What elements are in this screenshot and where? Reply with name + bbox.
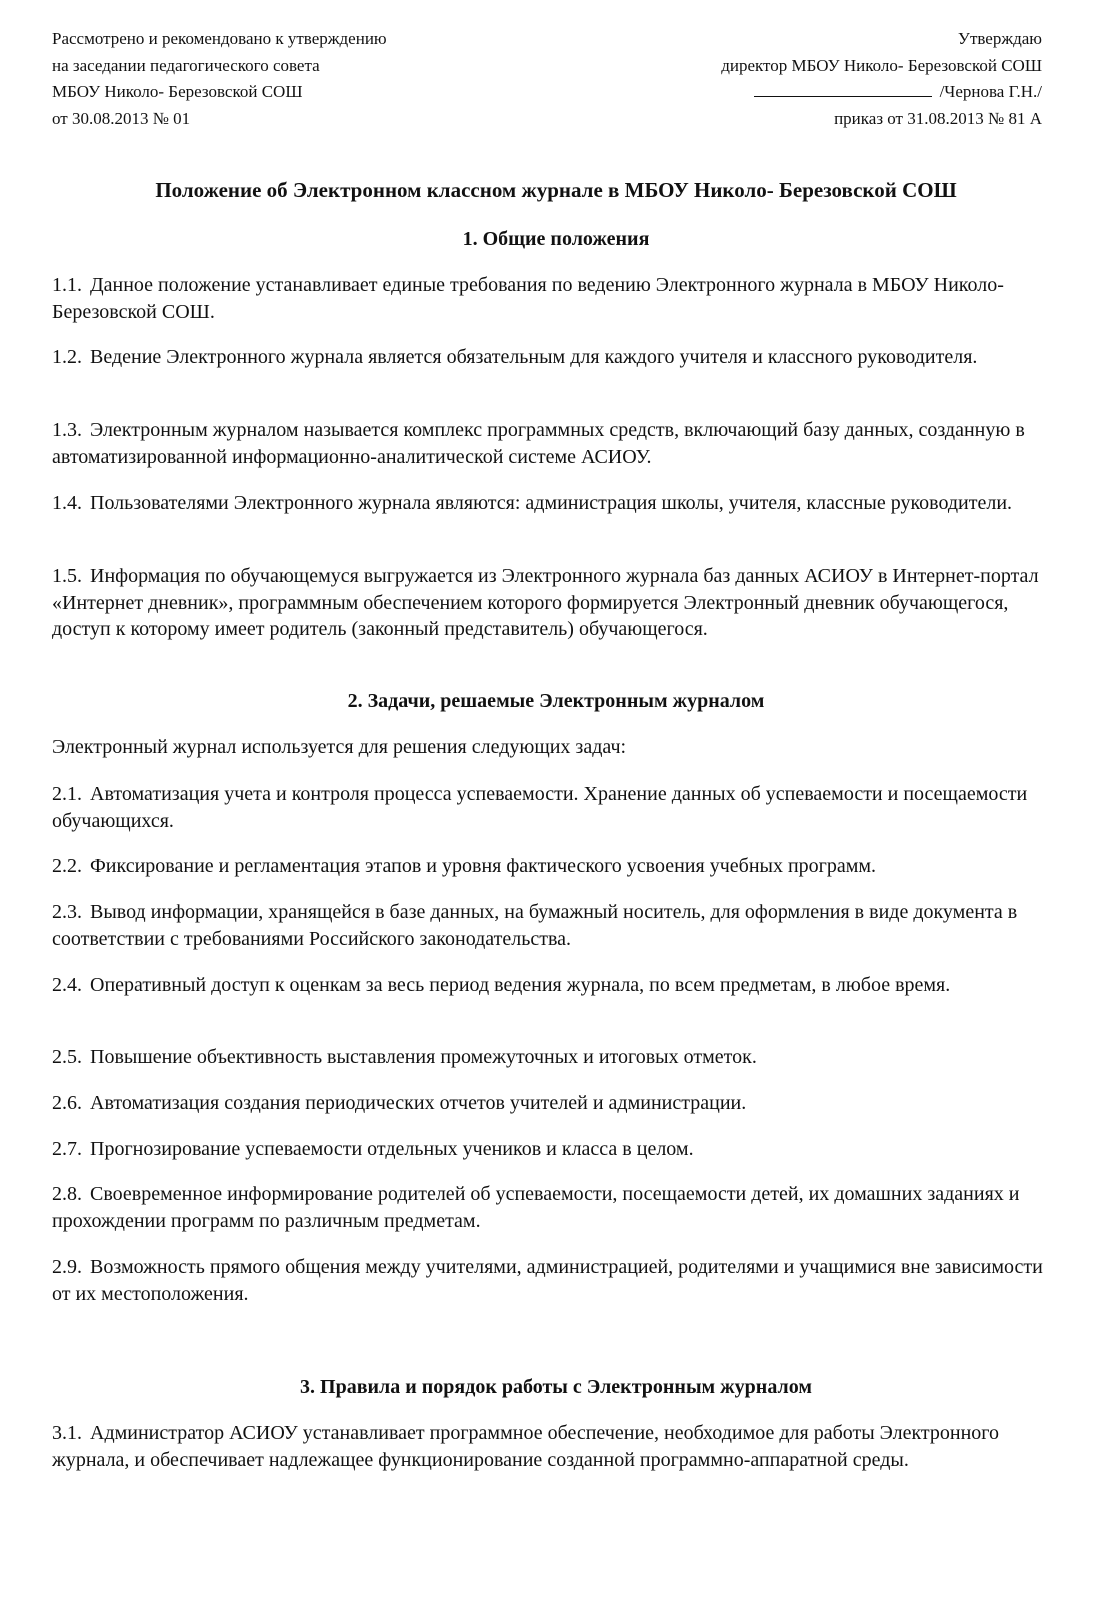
- paragraph: [52, 272, 1062, 325]
- signature-name: /Чернова Г.Н./: [939, 82, 1042, 101]
- paragraph-text: Автоматизация учета и контроля процесса успеваемости. Хранение данных об успеваемости и посещаемости обучающихся.: [52, 783, 1028, 832]
- paragraph: [52, 853, 1062, 880]
- director-line: директор МБОУ Николо- Березовской СОШ: [721, 55, 1042, 75]
- paragraph-text: Вывод информации, хранящейся в базе данных, на бумажный носитель, для оформления в виде документа в соответствии с требованиями Российского законодательства.: [52, 901, 1018, 950]
- paragraph-text: Электронным журналом называется комплекс программных средств, включающий базу данных, созданную в автоматизированной информационно-аналитической системе АСИОУ.: [52, 419, 1025, 468]
- order-line: приказ от 31.08.2013 № 81 А: [834, 108, 1042, 128]
- paragraph: [52, 1136, 1062, 1163]
- paragraph-number: 2.2.: [52, 855, 82, 877]
- paragraph-number: 2.3.: [52, 901, 82, 923]
- approve-label: Утверждаю: [957, 29, 1042, 48]
- paragraph-text: Оперативный доступ к оценкам за весь период ведения журнала, по всем предметам, в любое время.: [90, 974, 951, 996]
- paragraph-number: 2.1.: [52, 783, 82, 805]
- paragraph-text: Данное положение устанавливает единые требования по ведению Электронного журнала в МБОУ Николо- Березовской СОШ.: [52, 274, 1004, 323]
- signature-underline: [754, 79, 932, 97]
- paragraph-number: 1.5.: [52, 565, 82, 587]
- paragraph-number: 3.1.: [52, 1422, 82, 1444]
- paragraph-text: Повышение объективность выставления промежуточных и итоговых отметок.: [90, 1046, 757, 1068]
- approval-block-right: [721, 26, 1042, 132]
- paragraph: [52, 344, 1062, 371]
- paragraph-number: 2.5.: [52, 1046, 82, 1068]
- section-heading-3: 3. Правила и порядок работы с Электронным журналом: [300, 1376, 812, 1398]
- paragraph-number: 1.3.: [52, 419, 82, 441]
- paragraph-text: Информация по обучающемуся выгружается из Электронного журнала баз данных АСИОУ в Интернет-портал «Интернет дневник», программным обеспечением которого формируется Электронный дневник обучающегося, доступ к которому имеет родитель (законный представитель) обучающегося.: [52, 565, 1039, 640]
- paragraph: [52, 417, 1062, 470]
- approval-block-left: [52, 26, 387, 132]
- paragraph: [52, 781, 1062, 834]
- paragraph: [52, 1420, 1062, 1473]
- paragraph-number: 2.4.: [52, 974, 82, 996]
- paragraph: [52, 563, 1062, 643]
- paragraph: [52, 1090, 1062, 1117]
- signature-line: [721, 79, 1042, 106]
- paragraph: [52, 1254, 1062, 1307]
- paragraph-text: Автоматизация создания периодических отчетов учителей и администрации.: [90, 1092, 747, 1114]
- paragraph-number: 2.8.: [52, 1183, 82, 1205]
- paragraph: [52, 899, 1062, 952]
- paragraph-number: 1.4.: [52, 492, 82, 514]
- section-heading-1: 1. Общие положения: [462, 228, 650, 250]
- paragraph-number: 1.1.: [52, 274, 82, 296]
- header-left-line: на заседании педагогического совета: [52, 55, 320, 75]
- paragraph: [52, 972, 1062, 999]
- paragraph-text: Пользователями Электронного журнала являются: администрация школы, учителя, классные руководители.: [90, 492, 1013, 514]
- header-left-line: МБОУ Николо- Березовской СОШ: [52, 82, 303, 101]
- paragraph-text: Своевременное информирование родителей об успеваемости, посещаемости детей, их домашних заданиях и прохождении программ по различным предметам.: [52, 1183, 1020, 1232]
- paragraph-text: Администратор АСИОУ устанавливает программное обеспечение, необходимое для работы Электронного журнала, и обеспечивает надлежащее функционирование созданной программно-аппаратной среды.: [52, 1422, 1000, 1471]
- paragraph: [52, 490, 1062, 517]
- header-left-line: Рассмотрено и рекомендовано к утверждению: [52, 29, 387, 48]
- document-title: Положение об Электронном классном журнале в МБОУ Николо- Березовской СОШ: [155, 178, 957, 202]
- section-intro: Электронный журнал используется для решения следующих задач:: [52, 736, 627, 758]
- header-left-line: от 30.08.2013 № 01: [52, 108, 191, 128]
- paragraph: [52, 1044, 1062, 1071]
- paragraph-text: Фиксирование и регламентация этапов и уровня фактического усвоения учебных программ.: [90, 855, 877, 877]
- section-heading-2: 2. Задачи, решаемые Электронным журналом: [347, 690, 765, 712]
- paragraph-text: Ведение Электронного журнала является обязательным для каждого учителя и классного руководителя.: [90, 346, 978, 368]
- paragraph: [52, 1181, 1062, 1234]
- paragraph-number: 2.9.: [52, 1256, 82, 1278]
- paragraph-number: 1.2.: [52, 346, 82, 368]
- paragraph-number: 2.6.: [52, 1092, 82, 1114]
- paragraph-number: 2.7.: [52, 1138, 82, 1160]
- paragraph-text: Прогнозирование успеваемости отдельных учеников и класса в целом.: [90, 1138, 694, 1160]
- paragraph-text: Возможность прямого общения между учителями, администрацией, родителями и учащимися вне зависимости от их местоположения.: [52, 1256, 1043, 1305]
